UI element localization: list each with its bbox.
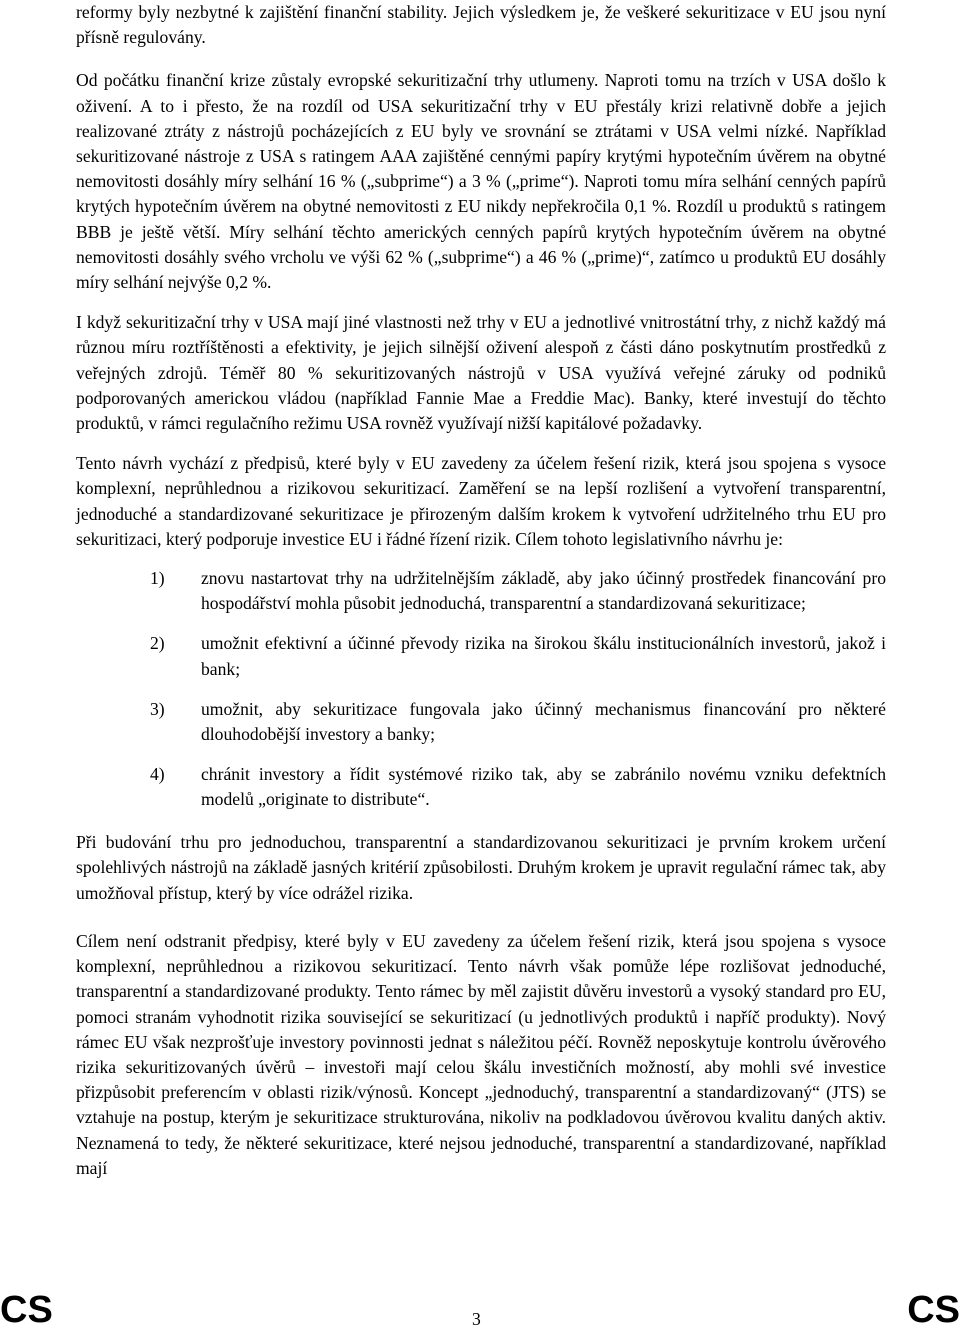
list-item [76,762,886,812]
list-item-text: znovu nastartovat trhy na udržitelnějším základě, aby jako účinný prostředek financování pro hospodářství mohla působit jednoduchá, transparentní a standardizovaná sekuritizace; [201,568,886,614]
list-item-number: 4) [150,764,165,785]
paragraph: I když sekuritizační trhy v USA mají jiné vlastnosti než trhy v EU a jednotlivé vnitrostátní trhy, z nichž každý má různou míru roztříštěnosti a efektivity, je jejich silnější oživení alespoň z části dáno poskytnutím prostředků z veřejných zdrojů. Téměř 80 % sekuritizovaných nástrojů v USA využívá veřejné záruky od podniků podporovaných americkou vládou (například Fannie Mae a Freddie Mac). Banky, které investují do těchto produktů, v rámci regulačního režimu USA rovněž využívají nižší kapitálové požadavky. [76,312,886,434]
page-number: 3 [472,1309,481,1329]
list-item [76,566,886,616]
paragraph: Při budování trhu pro jednoduchou, transparentní a standardizovanou sekuritizaci je prvním krokem určení spolehlivých nástrojů na základě jasných kritérií způsobilosti. Druhým krokem je upravit regulační rámec tak, aby umožňoval přístup, který by více odrážel rizika. [76,832,886,903]
paragraph: Od počátku finanční krize zůstaly evropské sekuritizační trhy utlumeny. Naproti tomu na trzích v USA došlo k oživení. A to i přesto, že na rozdíl od USA sekuritizační trhy v EU přestály krizi relativně dobře a jejich realizované ztráty z nástrojů pocházejících z EU byly ve srovnání se ztrátami v USA velmi nízké. Například sekuritizované nástroje z USA s ratingem AAA zajištěné cennými papíry krytými hypotečním úvěrem na obytné nemovitosti dosáhly míry selhání 16 % („subprime“) a 3 % („prime“). Naproti tomu míra selhání cenných papírů krytých hypotečním úvěrem na obytné nemovitosti z EU nikdy nepřekročila 0,1 %. Rozdíl u produktů s ratingem BBB je ještě větší. Míry selhání těchto amerických cenných papírů krytých hypotečním úvěrem na obytné nemovitosti dosáhly svého vrcholu ve výši 62 % („subprime“) a 46 % („prime)“, zatímco u produktů EU dosáhly míry selhání nejvýše 0,2 %. [76,70,886,293]
list-item [76,697,886,747]
footer-language-left: CS [0,1289,53,1331]
list-item [76,631,886,681]
objectives-list [76,566,886,813]
paragraph: Cílem není odstranit předpisy, které byly v EU zavedeny za účelem řešení rizik, která jsou spojena s vysoce komplexní, neprůhlednou a rizikovou sekuritizací. Tento návrh však pomůže lépe rozlišovat jednoduché, transparentní a standardizované produkty. Tento rámec by měl zajistit důvěru investorů a vysoký standard pro EU, pomoci stranám vyhodnotit rizika související se sekuritizací (u jednotlivých produktů i napříč produkty). Nový rámec EU však nezprošťuje investory povinnosti jednat s náležitou péčí. Rovněž neposkytuje kontrolu úvěrového rizika sekuritizovaných úvěrů – investoři mají celou škálu investičních možností, aby mohli své investice přizpůsobit preferencím v oblasti rizik/výnosů. Koncept „jednoduchý, transparentní a standardizovaný“ (JTS) se vztahuje na postup, kterým je sekuritizace strukturována, nikoliv na podkladovou úvěrovou kvalitu daných aktiv. Neznamená to tedy, že některé sekuritizace, které nejsou jednoduché, transparentní a standardizované, například mají [76,930,886,1178]
list-item-number: 2) [150,633,165,654]
list-item-number: 1) [150,568,165,589]
list-item-number: 3) [150,698,165,719]
list-item-text: umožnit, aby sekuritizace fungovala jako účinný mechanismus financování pro některé dlouhodobější investory a banky; [201,698,886,745]
document-body [76,0,886,1181]
footer-language-right: CS [907,1289,960,1331]
paragraph: Tento návrh vychází z předpisů, které byly v EU zavedeny za účelem řešení rizik, která jsou spojena s vysoce komplexní, neprůhlednou a rizikovou sekuritizací. Zaměření se na lepší rozlišení a vytvoření transparentní, jednoduché a standardizované sekuritizace je přirozeným dalším krokem k vytvoření udržitelného trhu EU pro sekuritizaci, který podporuje investice EU i řádné řízení rizik. Cílem tohoto legislativního návrhu je: [76,453,886,549]
list-item-text: umožnit efektivní a účinné převody rizika na širokou škálu institucionálních investorů, jakož i bank; [201,633,886,679]
paragraph: reformy byly nezbytné k zajištění finanční stability. Jejich výsledkem je, že veškeré sekuritizace v EU jsou nyní přísně regulovány. [76,2,886,48]
list-item-text: chránit investory a řídit systémové riziko tak, aby se zabránilo novému vzniku defektních modelů „originate to distribute“. [201,764,886,810]
